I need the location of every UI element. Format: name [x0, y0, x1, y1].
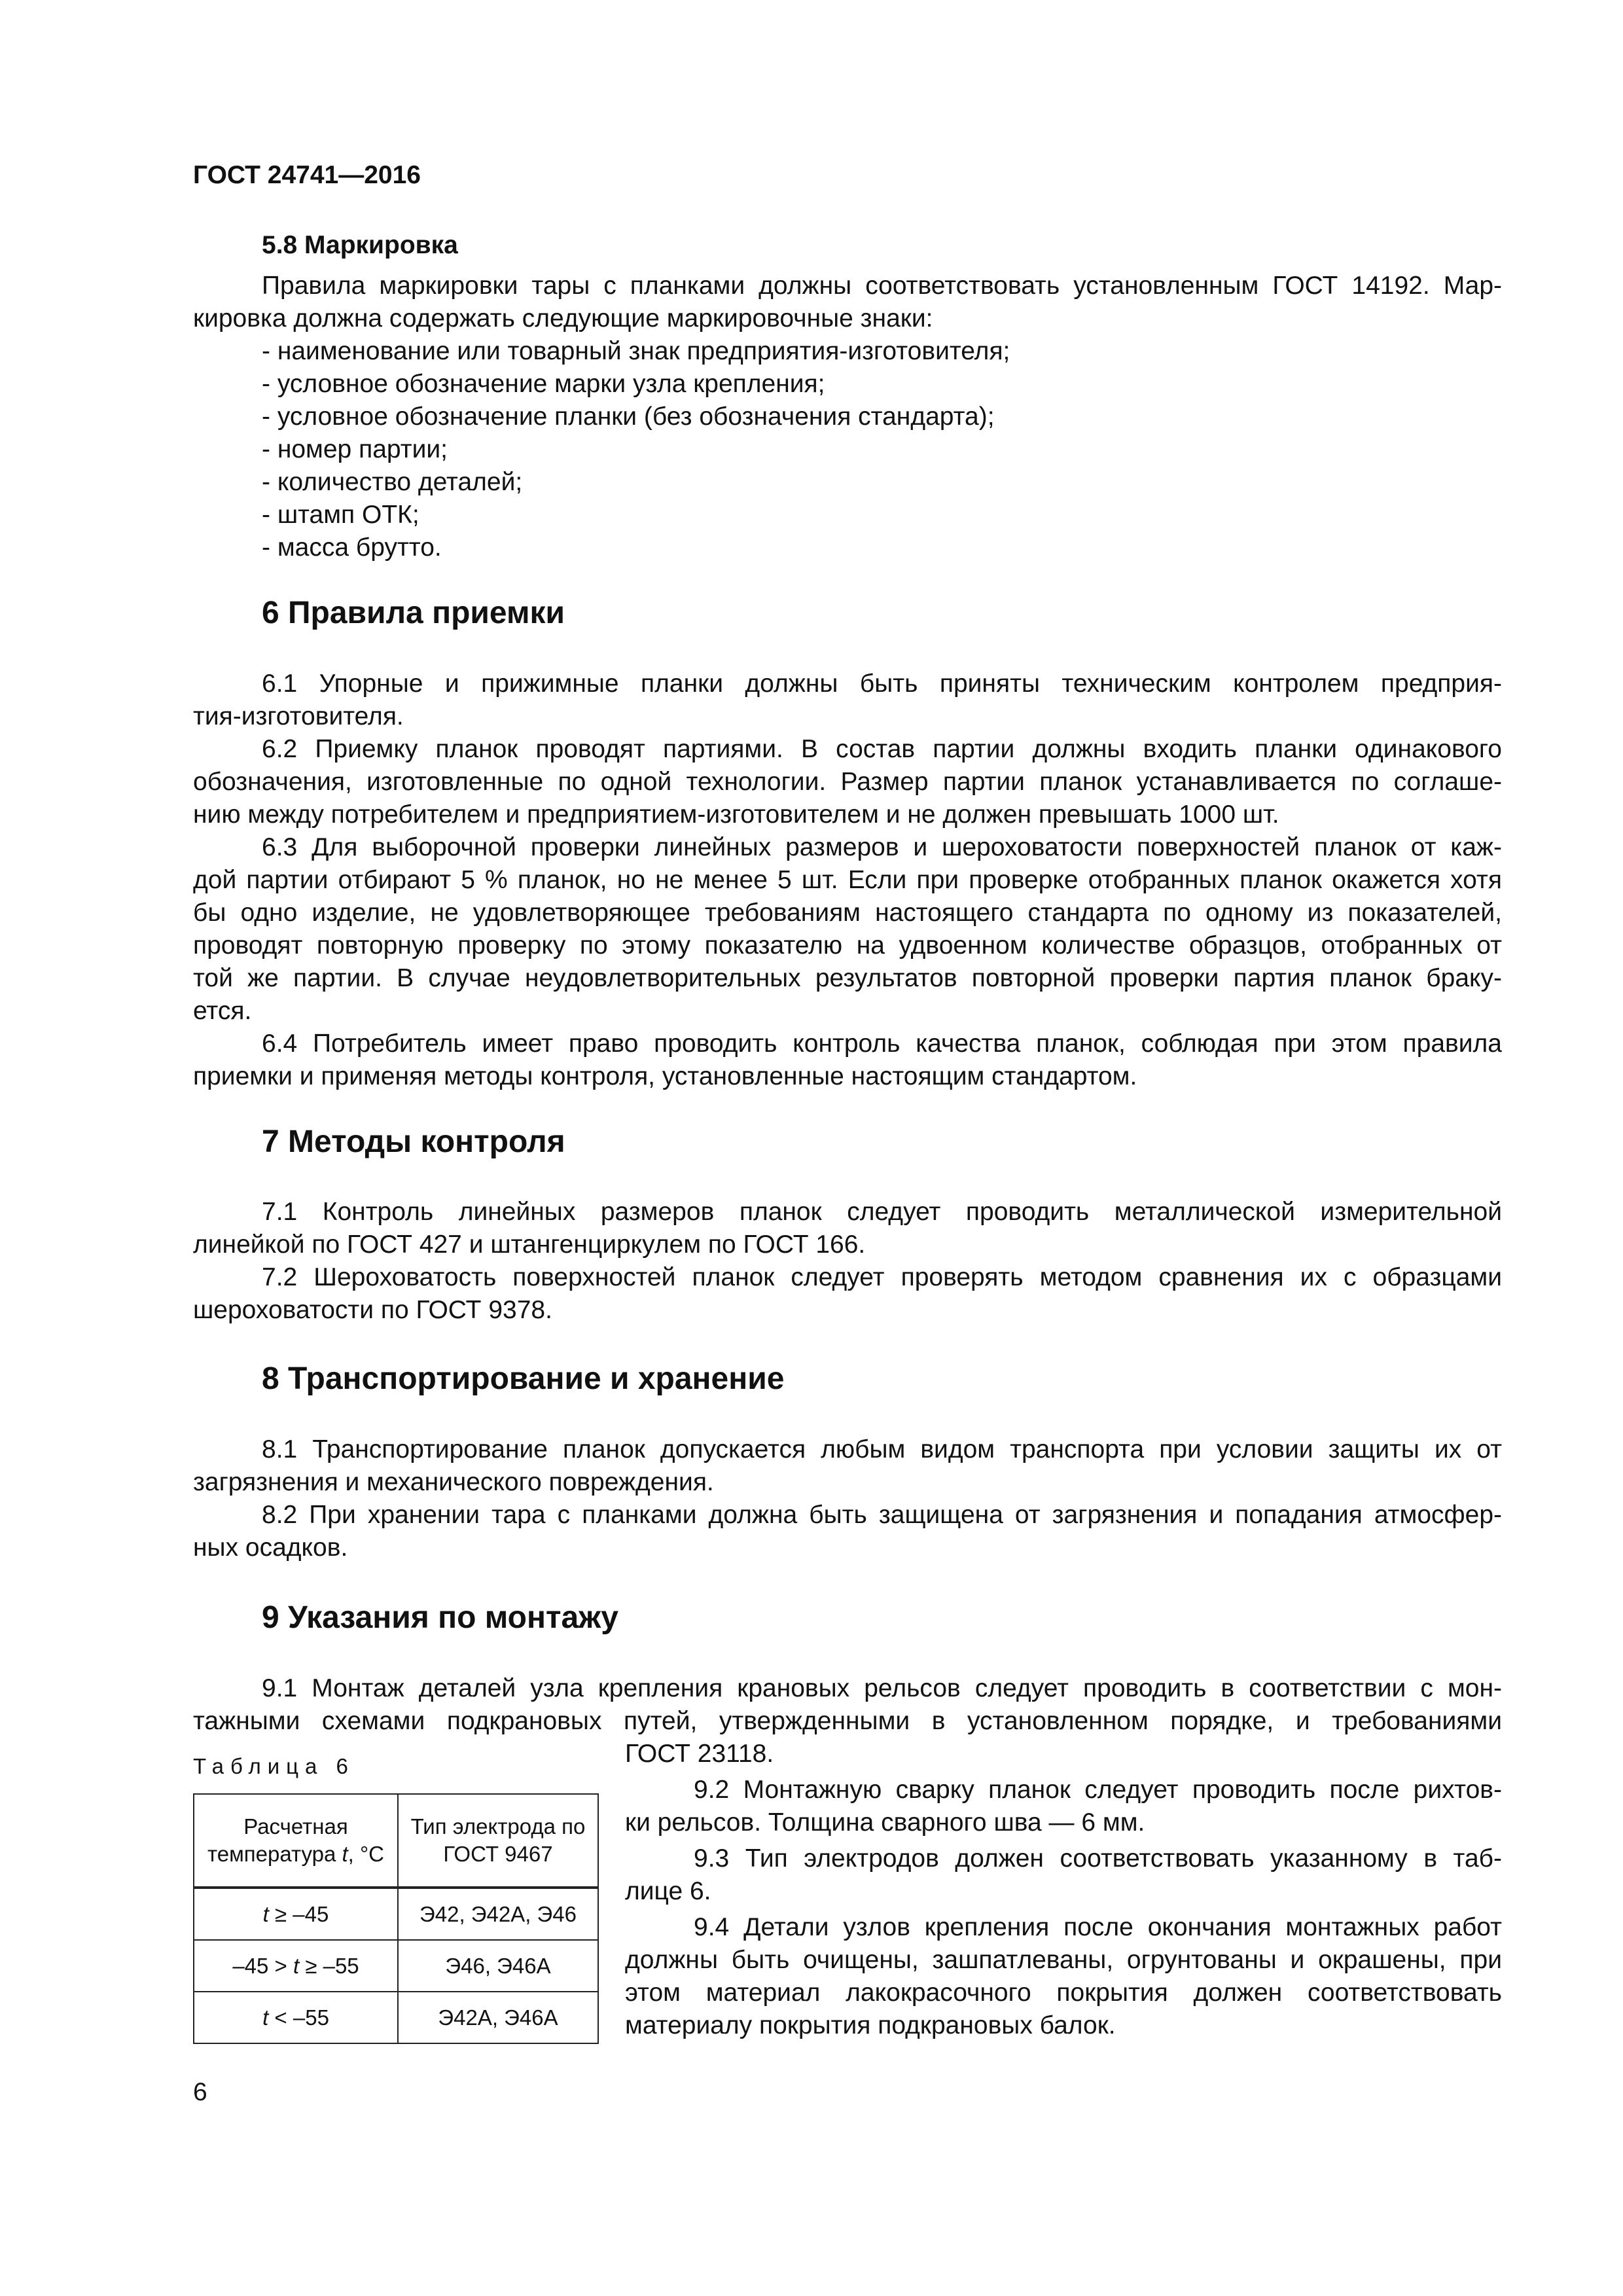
s6-line: проводят повторную проверку по этому показателю на удвоенном количестве образцов, отобранных от	[193, 931, 1502, 960]
header-text: Расчетная	[243, 1814, 348, 1839]
s58-list-item: - номер партии;	[262, 435, 448, 463]
s9-line: лице 6.	[625, 1877, 711, 1905]
section-8-title: 8 Транспортирование и хранение	[262, 1361, 785, 1396]
header-text	[194, 1840, 397, 1868]
s58-line-2: кировка должна содержать следующие маркировочные знаки:	[193, 304, 933, 332]
s9-line: 9.2 Монтажную сварку планок следует проводить после рихтов-	[694, 1776, 1502, 1804]
s58-list-item: - условное обозначение планки (без обозначения стандарта);	[262, 403, 995, 431]
s58-list-item: - штамп ОТК;	[262, 501, 419, 529]
s9-line: ки рельсов. Толщина сварного шва — 6 мм.	[625, 1808, 1145, 1837]
s6-line: 6.4 Потребитель имеет право проводить контроль качества планок, соблюдая при этом правила	[262, 1030, 1502, 1058]
s6-line: 6.1 Упорные и прижимные планки должны быть приняты техническим контролем предприя-	[262, 670, 1502, 698]
section-9-title: 9 Указания по монтажу	[262, 1600, 618, 1635]
s58-line-1: Правила маркировки тары с планками должны соответствовать установленным ГОСТ 14192. Мар-	[262, 272, 1502, 300]
s9-line: материалу покрытия подкрановых балок.	[625, 2011, 1116, 2039]
table-6	[193, 1793, 599, 2044]
cell-text: < –55	[268, 2005, 329, 2030]
s7-line: 7.2 Шероховатость поверхностей планок следует проверять методом сравнения их с образцами	[262, 1263, 1502, 1291]
table-header-electrode	[398, 1794, 598, 1888]
table-cell-electrode: Э42А, Э46А	[398, 1992, 598, 2043]
variable-t: t	[293, 1953, 300, 1978]
table-header-temperature	[194, 1794, 398, 1888]
table-cell-condition	[194, 1940, 398, 1992]
cell-text: ≥ –45	[268, 1901, 329, 1926]
s7-line: шероховатости по ГОСТ 9378.	[193, 1296, 552, 1324]
header-text-part: температура	[207, 1842, 342, 1866]
table-6-caption: Таблица 6	[193, 1754, 355, 1778]
cell-text: ≥ –55	[299, 1953, 359, 1978]
header-text: ГОСТ 9467	[443, 1842, 553, 1866]
s58-list-item: - масса брутто.	[262, 533, 442, 562]
document-code-header: ГОСТ 24741—2016	[193, 161, 421, 189]
s9-line: тажными схемами подкрановых путей, утвержденными в установленном порядке, и требованиями	[193, 1707, 1502, 1735]
s9-line: 9.1 Монтаж деталей узла крепления крановых рельсов следует проводить в соответствии с мон-	[262, 1674, 1502, 1702]
table-cell-electrode: Э42, Э42А, Э46	[398, 1888, 598, 1940]
s8-line: ных осадков.	[193, 1534, 348, 1562]
table-header-row	[194, 1794, 598, 1888]
s9-line: 9.3 Тип электродов должен соответствовать указанному в таб-	[694, 1844, 1502, 1873]
s6-line: нию между потребителем и предприятием-изготовителем и не должен превышать 1000 шт.	[193, 800, 1279, 829]
cell-text: –45 >	[232, 1953, 293, 1978]
s8-line: 8.2 При хранении тара с планками должна быть защищена от загрязнения и попадания атмосфер-	[262, 1501, 1502, 1529]
s8-line: 8.1 Транспортирование планок допускается любым видом транспорта при условии защиты их от	[262, 1435, 1502, 1463]
table-row	[194, 1888, 598, 1940]
s9-line: должны быть очищены, зашпатлеваны, огрунтованы и окрашены, при	[625, 1946, 1502, 1974]
section-7-title: 7 Методы контроля	[262, 1124, 565, 1159]
s9-line: этом материал лакокрасочного покрытия должен соответствовать	[625, 1979, 1502, 2007]
table-cell-condition	[194, 1992, 398, 2043]
page-number: 6	[193, 2078, 207, 2106]
s7-line: линейкой по ГОСТ 427 и штангенциркулем по ГОСТ 166.	[193, 1230, 866, 1259]
variable-t: t	[262, 2005, 269, 2030]
table-cell-condition	[194, 1888, 398, 1940]
header-text: Тип электрода по	[410, 1814, 586, 1839]
variable-t: t	[342, 1842, 348, 1866]
table-row	[194, 1992, 598, 2043]
s6-line: бы одно изделие, не удовлетворяющее требованиям настоящего стандарта по одному из показателей,	[193, 899, 1502, 927]
section-6-title: 6 Правила приемки	[262, 596, 565, 630]
s6-line: 6.3 Для выборочной проверки линейных размеров и шероховатости поверхностей планок от каж-	[262, 833, 1502, 861]
header-text-part: , °С	[348, 1842, 385, 1866]
s7-line: 7.1 Контроль линейных размеров планок следует проводить металлической измерительной	[262, 1198, 1502, 1226]
s58-list-item: - наименование или товарный знак предприятия-изготовителя;	[262, 337, 1010, 365]
s9-line: ГОСТ 23118.	[625, 1740, 774, 1768]
variable-t: t	[262, 1901, 269, 1926]
table-cell-electrode: Э46, Э46А	[398, 1940, 598, 1992]
s58-list-item: - условное обозначение марки узла крепления;	[262, 370, 825, 398]
s6-line: дой партии отбирают 5 % планок, но не менее 5 шт. Если при проверке отобранных планок окажется хотя	[193, 866, 1502, 894]
s6-line: обозначения, изготовленные по одной технологии. Размер партии планок устанавливается по соглаше-	[193, 768, 1502, 796]
s6-line: той же партии. В случае неудовлетворительных результатов повторной проверки партия планок браку-	[193, 964, 1502, 992]
s8-line: загрязнения и механического повреждения.	[193, 1468, 714, 1496]
s6-line: тия-изготовителя.	[193, 702, 404, 730]
s6-line: 6.2 Приемку планок проводят партиями. В состав партии должны входить планки одинакового	[262, 735, 1502, 763]
section-5-8-title: 5.8 Маркировка	[262, 231, 458, 259]
s9-line: 9.4 Детали узлов крепления после окончания монтажных работ	[694, 1913, 1502, 1941]
table-row	[194, 1940, 598, 1992]
s6-line: приемки и применяя методы контроля, установленные настоящим стандартом.	[193, 1062, 1137, 1090]
s58-list-item: - количество деталей;	[262, 468, 523, 496]
s6-line: ется.	[193, 997, 252, 1025]
